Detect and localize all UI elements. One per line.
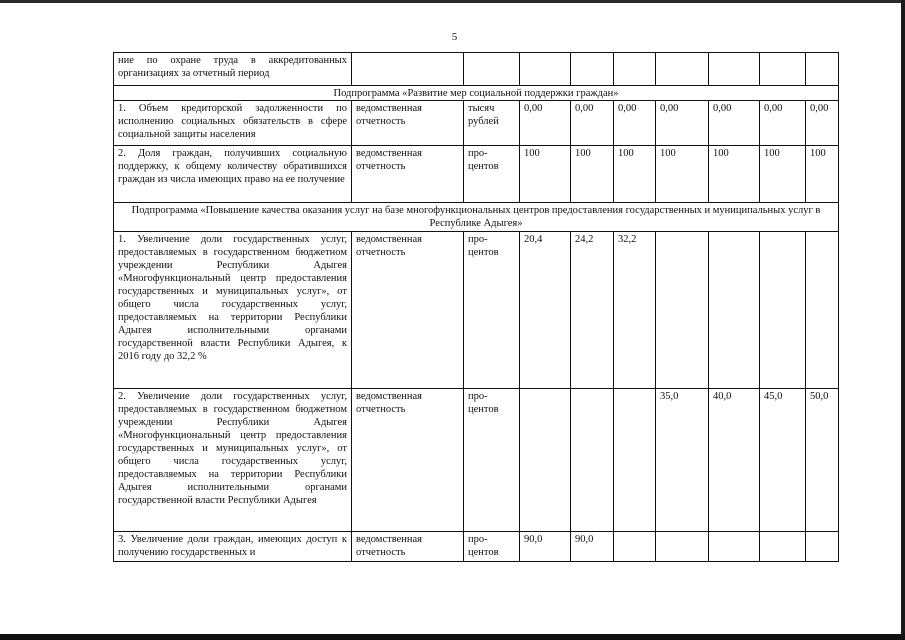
source-cell (352, 53, 464, 86)
unit-cell: про-центов (464, 232, 520, 389)
value-cell: 0,00 (806, 101, 839, 146)
value-cell: 90,0 (571, 532, 614, 562)
source-cell: ведомственная отчетность (352, 146, 464, 203)
value-cell: 90,0 (520, 532, 571, 562)
value-cell (709, 532, 760, 562)
value-cell: 0,00 (760, 101, 806, 146)
value-cell (709, 53, 760, 86)
value-cell: 100 (760, 146, 806, 203)
source-cell: ведомственная отчетность (352, 101, 464, 146)
value-cell: 100 (656, 146, 709, 203)
value-cell: 0,00 (614, 101, 656, 146)
unit-cell (464, 53, 520, 86)
value-cell: 0,00 (571, 101, 614, 146)
value-cell (806, 232, 839, 389)
scan-border-right (901, 0, 905, 640)
value-cell (520, 389, 571, 532)
unit-cell: тысяч рублей (464, 101, 520, 146)
value-cell: 100 (520, 146, 571, 203)
value-cell (656, 232, 709, 389)
table-row (114, 146, 839, 203)
value-cell: 24,2 (571, 232, 614, 389)
unit-cell: про-центов (464, 146, 520, 203)
value-cell: 32,2 (614, 232, 656, 389)
value-cell (571, 389, 614, 532)
unit-cell: про-центов (464, 389, 520, 532)
value-cell (806, 532, 839, 562)
value-cell (614, 53, 656, 86)
indicator-cell: 1. Увеличение доли государственных услуг, предоставляемых в государственном бюджетном учреждении Республики Адыгея «Многофункциональный центр предоставления государственных и муниципальных услуг», от общего числа государственных услуг, предоставляемых на территории Республики Адыгея исполнительными органами государственной власти Республики Адыгея, к 2016 году до 32,2 % (114, 232, 352, 389)
source-cell: ведомственная отчетность (352, 532, 464, 562)
indicator-cell: 1. Объем кредиторской задолженности по исполнению социальных обязательств в сфере социальной защиты населения (114, 101, 352, 146)
value-cell (520, 53, 571, 86)
indicator-cell: 3. Увеличение доли граждан, имеющих доступ к получению государственных и (114, 532, 352, 562)
indicator-cell: ние по охране труда в аккредитованных организациях за отчетный период (114, 53, 352, 86)
value-cell: 0,00 (709, 101, 760, 146)
subprogram-title: Подпрограмма «Повышение качества оказания услуг на базе многофункциональных центров предоставления государственных и муниципальных услуг в Республике Адыгея» (114, 203, 839, 232)
table-row (114, 532, 839, 562)
indicator-cell: 2. Доля граждан, получивших социальную поддержку, к общему количеству обратившихся граждан из числа имеющих право на ее получение (114, 146, 352, 203)
value-cell (614, 389, 656, 532)
value-cell: 100 (614, 146, 656, 203)
value-cell: 40,0 (709, 389, 760, 532)
subprogram-header-row (114, 203, 839, 232)
table-row (114, 53, 839, 86)
value-cell: 35,0 (656, 389, 709, 532)
value-cell (614, 532, 656, 562)
indicator-cell: 2. Увеличение доли государственных услуг, предоставляемых в государственном бюджетном учреждении Республики Адыгея «Многофункциональный центр предоставления государственных и муниципальных услуг», от общего числа государственных услуг, предоставляемых на территории Республики Адыгея исполнительными органами государственной власти Республики Адыгея (114, 389, 352, 532)
value-cell (656, 53, 709, 86)
value-cell (709, 232, 760, 389)
value-cell (760, 232, 806, 389)
value-cell (760, 532, 806, 562)
value-cell: 100 (806, 146, 839, 203)
scan-border-bottom (0, 634, 905, 640)
value-cell: 0,00 (656, 101, 709, 146)
source-cell: ведомственная отчетность (352, 232, 464, 389)
source-cell: ведомственная отчетность (352, 389, 464, 532)
table-row (114, 232, 839, 389)
value-cell: 20,4 (520, 232, 571, 389)
value-cell (760, 53, 806, 86)
value-cell: 45,0 (760, 389, 806, 532)
value-cell (571, 53, 614, 86)
value-cell: 0,00 (520, 101, 571, 146)
subprogram-header-row (114, 86, 839, 101)
unit-cell: про-центов (464, 532, 520, 562)
value-cell: 50,0 (806, 389, 839, 532)
scan-border-top (0, 0, 905, 3)
table-row (114, 389, 839, 532)
subprogram-title: Подпрограмма «Развитие мер социальной поддержки граждан» (114, 86, 839, 101)
value-cell: 100 (571, 146, 614, 203)
page-number: 5 (451, 31, 458, 43)
value-cell (656, 532, 709, 562)
indicators-table (113, 52, 839, 562)
table-row (114, 101, 839, 146)
value-cell: 100 (709, 146, 760, 203)
value-cell (806, 53, 839, 86)
